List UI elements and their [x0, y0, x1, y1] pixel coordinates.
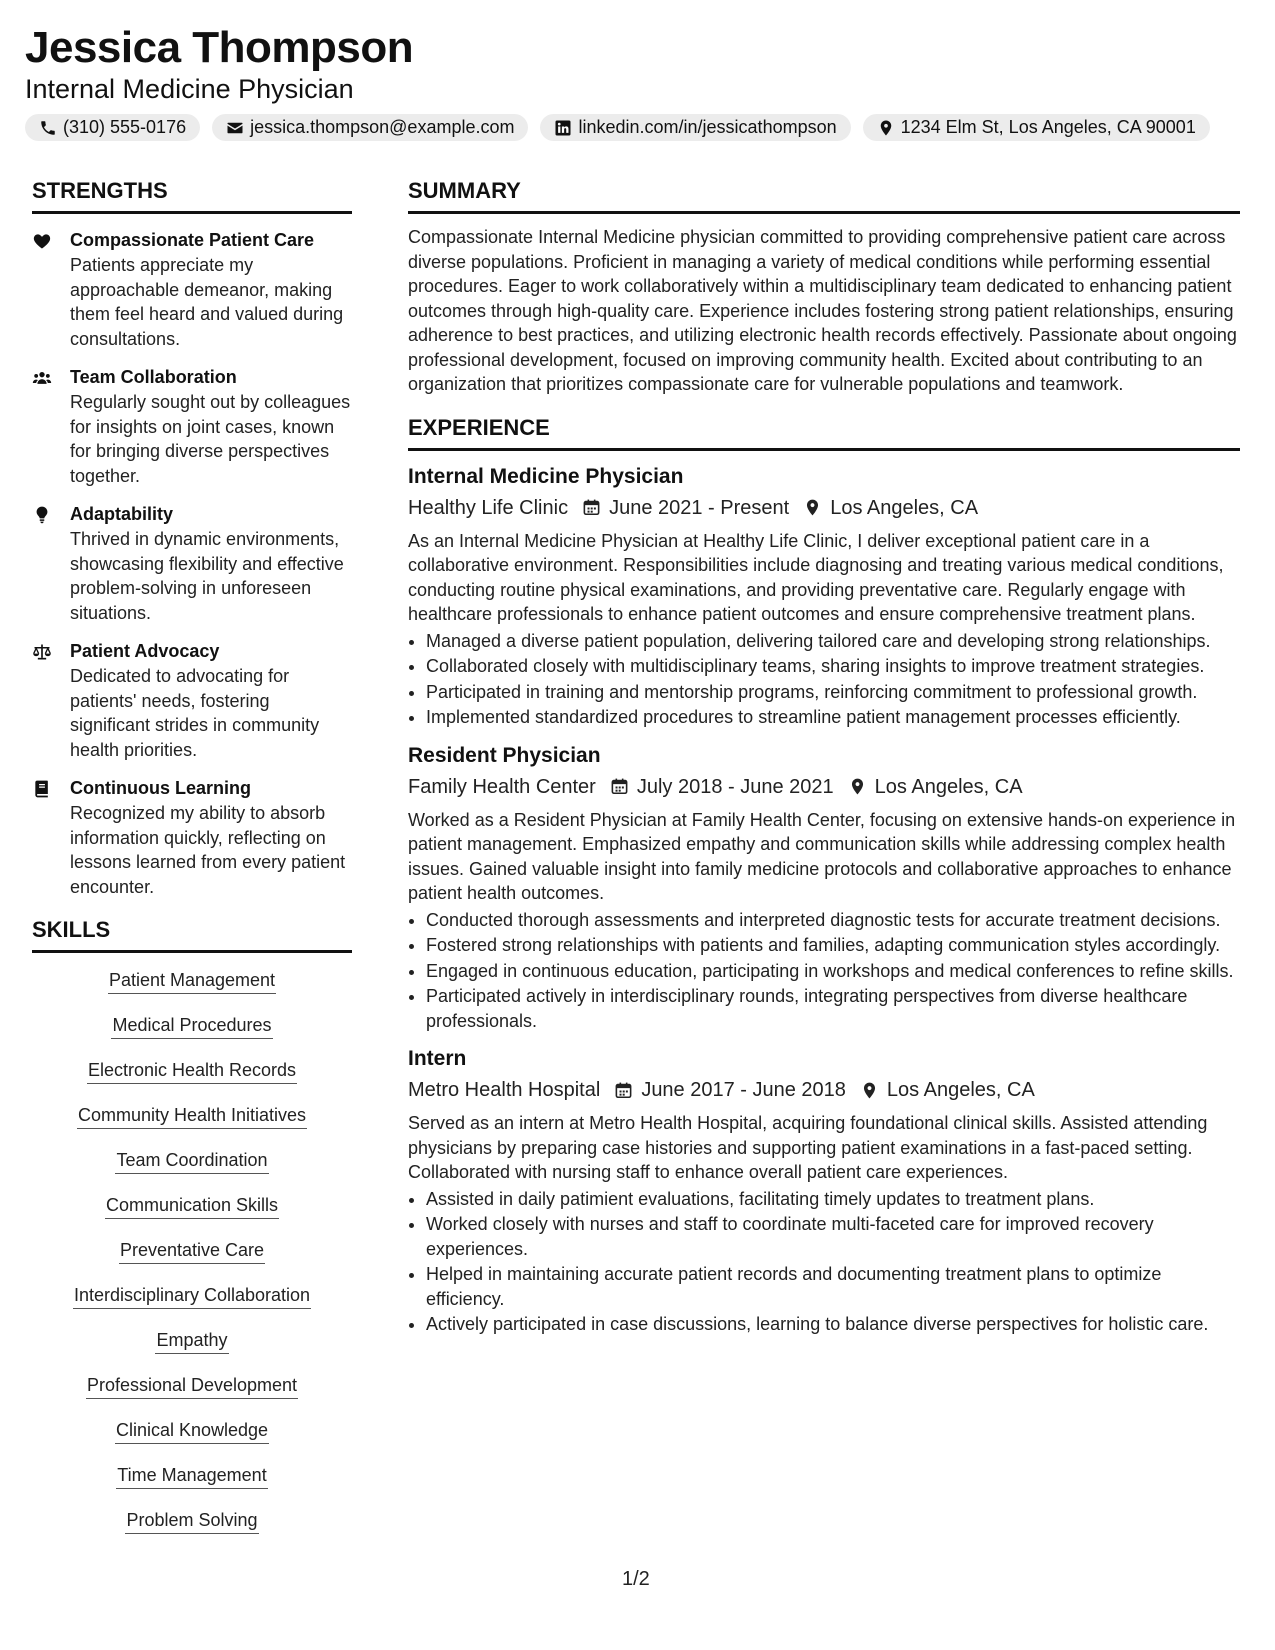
- strength-title: Adaptability: [70, 504, 174, 524]
- job-bullet: • Managed a diverse patient population, delivering tailored care and developing strong relationships.: [426, 629, 1240, 654]
- skill-item: [32, 1507, 352, 1552]
- job-description: Served as an intern at Metro Health Hospital, acquiring foundational clinical skills. Assisted attending physicians by preparing case histories and supporting patient examinations in a fast-paced setting. Collaborated with nursing staff to enhance overall patient care experiences.: [408, 1113, 1208, 1182]
- job-bullet: • Worked closely with nurses and staff to coordinate multi-faceted care for improved recovery experiences.: [426, 1212, 1240, 1261]
- job-bullet: • Participated actively in interdisciplinary rounds, integrating perspectives from diverse healthcare professionals.: [426, 984, 1240, 1033]
- strength-title: Patient Advocacy: [70, 641, 220, 661]
- skill-item: [32, 1462, 352, 1507]
- job-bullet: • Participated in training and mentorship programs, reinforcing commitment to professional growth.: [426, 680, 1240, 705]
- skill-item: [32, 1192, 352, 1237]
- skill-item: [32, 1102, 352, 1147]
- job-dates: June 2017 - June 2018: [641, 1079, 846, 1101]
- job-bullet: • Assisted in daily patimient evaluations, facilitating timely updates to treatment plans.: [426, 1187, 1240, 1212]
- map-pin-icon: [860, 1081, 879, 1100]
- experience-entry: [408, 463, 1240, 730]
- skill-label: Professional Development: [86, 1372, 298, 1399]
- contact-linkedin[interactable]: [540, 114, 850, 141]
- contact-phone-text: (310) 555-0176: [63, 117, 187, 137]
- job-description: As an Internal Medicine Physician at Healthy Life Clinic, I deliver exceptional patient care in a collaborative environment. Responsibilities include diagnosing and treating various medical conditions, conducting routine physical examinations, and providing preventative care. Regularly engage with healthcare professionals to enhance patient outcomes and ensure comprehensive treatment plans.: [408, 530, 1224, 624]
- strength-title: Team Collaboration: [70, 367, 237, 387]
- contact-address-text: 1234 Elm St, Los Angeles, CA 90001: [900, 117, 1196, 137]
- contact-address: [863, 114, 1210, 141]
- left-column: [32, 176, 352, 1552]
- skill-item: [32, 1417, 352, 1462]
- strength-description: Dedicated to advocating for patients' needs, fostering significant strides in community health priorities.: [70, 666, 320, 760]
- heart-icon: [32, 231, 52, 251]
- job-bullet: • Helped in maintaining accurate patient records and documenting treatment plans to optimize efficiency.: [426, 1262, 1240, 1311]
- users-icon: [32, 368, 52, 388]
- map-pin-icon: [877, 119, 895, 137]
- job-bullets: [408, 629, 1240, 730]
- skill-label: Problem Solving: [125, 1507, 258, 1534]
- skill-label: Patient Management: [108, 967, 276, 994]
- job-location: Los Angeles, CA: [874, 775, 1023, 798]
- job-role: Resident Physician: [408, 743, 601, 767]
- job-dates: July 2018 - June 2021: [636, 775, 834, 798]
- skill-item: [32, 967, 352, 1012]
- summary-heading: SUMMARY: [408, 176, 1240, 214]
- job-organization: Healthy Life Clinic: [408, 496, 569, 519]
- skills-heading: SKILLS: [32, 915, 352, 953]
- skill-label: Community Health Initiatives: [77, 1102, 307, 1129]
- skill-label: Preventative Care: [119, 1237, 265, 1264]
- strength-description: Patients appreciate my approachable demeanor, making them feel heard and valued during consultations.: [70, 255, 344, 349]
- job-role: Internal Medicine Physician: [408, 464, 684, 488]
- calendar-icon: [614, 1081, 633, 1100]
- skill-label: Interdisciplinary Collaboration: [73, 1282, 311, 1309]
- job-bullet: • Engaged in continuous education, participating in workshops and medical conferences to refine skills.: [426, 959, 1240, 984]
- job-location: Los Angeles, CA: [886, 1079, 1035, 1101]
- skill-label: Time Management: [116, 1462, 267, 1489]
- candidate-title: Internal Medicine Physician: [25, 74, 354, 104]
- experience-entry: [408, 1045, 1240, 1337]
- lightbulb-icon: [32, 505, 52, 525]
- calendar-icon: [582, 498, 601, 517]
- contact-phone[interactable]: [25, 114, 200, 141]
- strength-description: Recognized my ability to absorb information quickly, reflecting on lessons learned from every patient encounter.: [70, 803, 346, 897]
- strength-item: [32, 365, 352, 488]
- job-bullets: [408, 1187, 1240, 1337]
- page-number: 1/2: [622, 1568, 650, 1590]
- skill-label: Medical Procedures: [111, 1012, 272, 1039]
- candidate-name: Jessica Thompson: [25, 23, 414, 72]
- job-bullet: • Fostered strong relationships with patients and families, adapting communication styles accordingly.: [426, 933, 1240, 958]
- contact-email[interactable]: [212, 114, 528, 141]
- skill-item: [32, 1327, 352, 1372]
- linkedin-icon: [554, 119, 572, 137]
- job-dates: June 2021 - Present: [609, 496, 790, 519]
- strength-item: [32, 639, 352, 762]
- scale-icon: [32, 642, 52, 662]
- job-bullet: • Implemented standardized procedures to streamline patient management processes efficiently.: [426, 705, 1240, 730]
- skill-item: [32, 1372, 352, 1417]
- contact-email-text: jessica.thompson@example.com: [250, 117, 515, 137]
- strength-item: [32, 502, 352, 625]
- phone-icon: [39, 119, 57, 137]
- skill-item: [32, 1237, 352, 1282]
- strength-title: Continuous Learning: [70, 778, 251, 798]
- skill-label: Clinical Knowledge: [115, 1417, 269, 1444]
- strengths-heading: STRENGTHS: [32, 176, 352, 214]
- job-organization: Family Health Center: [408, 775, 596, 798]
- skill-label: Electronic Health Records: [87, 1057, 297, 1084]
- job-meta: [408, 773, 1240, 801]
- skill-item: [32, 1012, 352, 1057]
- job-bullet: • Collaborated closely with multidisciplinary teams, sharing insights to improve treatment strategies.: [426, 654, 1240, 679]
- job-bullets: [408, 908, 1240, 1034]
- strengths-list: [32, 228, 352, 899]
- strength-item: [32, 776, 352, 899]
- skill-label: Communication Skills: [105, 1192, 279, 1219]
- job-meta: [408, 494, 1240, 522]
- job-description: Worked as a Resident Physician at Family Health Center, focusing on extensive hands-on experience in patient management. Emphasized empathy and communication skills while addressing complex health issues. Gained valuable insight into family medicine protocols and collaborative approaches to enhance patient health outcomes.: [408, 809, 1236, 903]
- envelope-icon: [226, 119, 244, 137]
- strength-item: [32, 228, 352, 351]
- strength-description: Thrived in dynamic environments, showcasing flexibility and effective problem-solving in unforeseen situations.: [70, 529, 344, 623]
- skills-list: [32, 967, 352, 1552]
- skill-item: [32, 1057, 352, 1102]
- contact-bar: [25, 114, 1210, 141]
- experience-heading: EXPERIENCE: [408, 413, 1240, 451]
- job-location: Los Angeles, CA: [830, 496, 979, 519]
- map-pin-icon: [803, 498, 822, 517]
- calendar-icon: [610, 777, 629, 796]
- skill-label: Team Coordination: [115, 1147, 268, 1174]
- job-bullet: • Actively participated in case discussions, learning to balance diverse perspectives for holistic care.: [426, 1312, 1240, 1337]
- skill-item: [32, 1282, 352, 1327]
- job-role: Intern: [408, 1047, 467, 1070]
- strength-description: Regularly sought out by colleagues for insights on joint cases, known for bringing diverse perspectives together.: [70, 392, 351, 486]
- skill-item: [32, 1147, 352, 1192]
- map-pin-icon: [848, 777, 867, 796]
- right-column: [408, 176, 1240, 1338]
- contact-linkedin-text: linkedin.com/in/jessicathompson: [578, 117, 837, 137]
- book-icon: [32, 779, 52, 799]
- job-meta: [408, 1076, 1240, 1104]
- skill-label: Empathy: [155, 1327, 228, 1354]
- job-organization: Metro Health Hospital: [408, 1079, 601, 1101]
- job-bullet: • Conducted thorough assessments and interpreted diagnostic tests for accurate treatment decisions.: [426, 908, 1240, 933]
- summary-text: Compassionate Internal Medicine physician committed to providing comprehensive patient care across diverse populations. Proficient in managing a variety of medical conditions while performing essential procedures. Eager to work collaboratively within a multidisciplinary team dedicated to enhancing patient outcomes through high-quality care. Experience includes fostering strong patient relationships, ensuring adherence to best practices, and utilizing electronic health records effectively. Passionate about ongoing professional development, focused on improving community health. Excited about contributing to an organization that prioritizes compassionate care for vulnerable populations and teamwork.: [408, 227, 1237, 394]
- strength-title: Compassionate Patient Care: [70, 230, 315, 250]
- experience-entry: [408, 742, 1240, 1034]
